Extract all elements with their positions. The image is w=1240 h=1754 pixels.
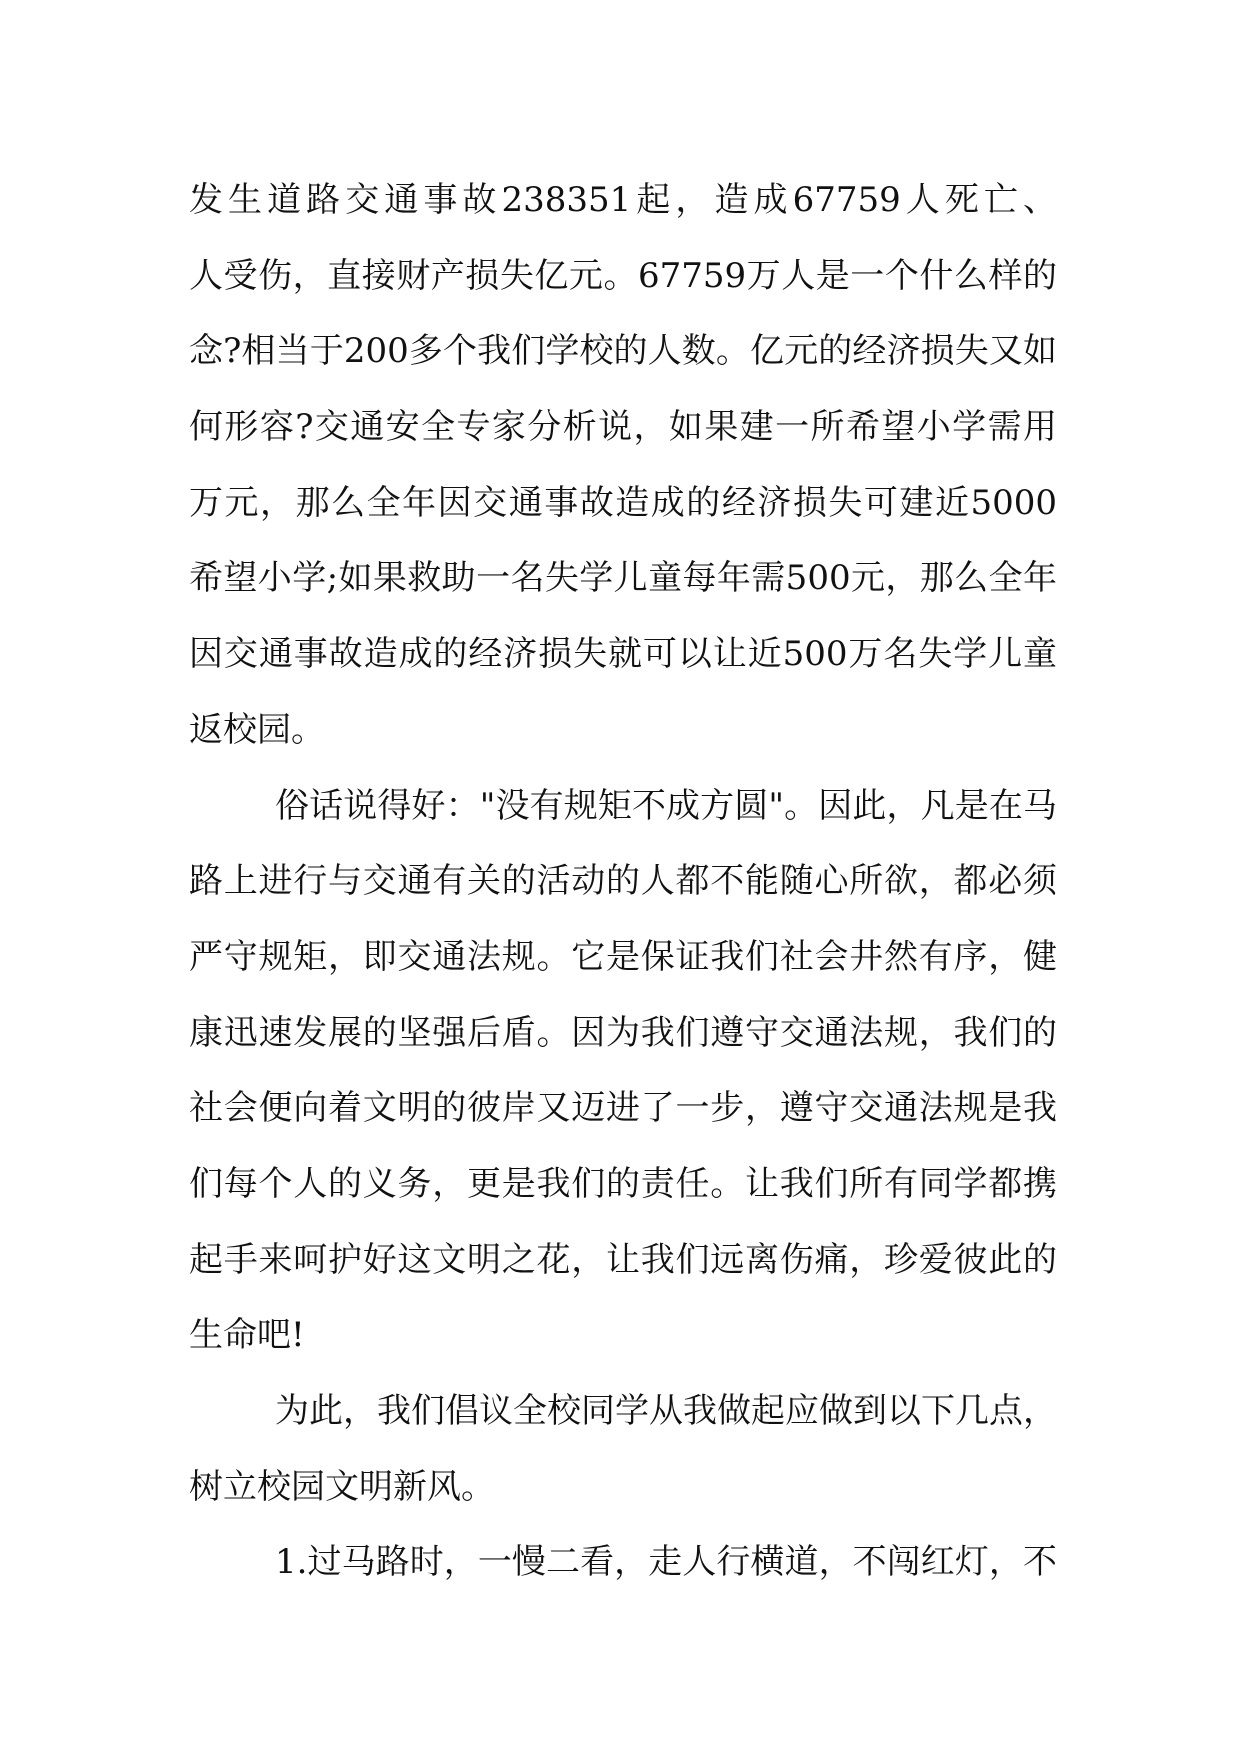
- paragraph-line: 因交通事故造成的经济损失就可以让近500万名失学儿童: [189, 634, 1057, 675]
- paragraph-line: 为此，我们倡议全校同学从我做起应做到以下几点，: [275, 1391, 1057, 1431]
- paragraph-line: 发生道路交通事故238351起，造成67759人死亡、: [189, 180, 1057, 220]
- document-body: [189, 163, 1057, 1601]
- paragraph-line: 路上进行与交通有关的活动的人都不能随心所欲，都必须: [189, 861, 1057, 902]
- paragraph-line: 社会便向着文明的彼岸又迈进了一步，遵守交通法规是我: [189, 1088, 1057, 1129]
- paragraph-line: 起手来呵护好这文明之花，让我们远离伤痛，珍爱彼此的: [189, 1239, 1057, 1280]
- paragraph-line: 万元，那么全年因交通事故造成的经济损失可建近5000: [189, 482, 1057, 523]
- paragraph-line: 念?相当于200多个我们学校的人数。亿元的经济损失又如: [189, 331, 1057, 372]
- paragraph-line: 何形容?交通安全专家分析说，如果建一所希望小学需用: [189, 407, 1057, 448]
- paragraph-line: 严守规矩，即交通法规。它是保证我们社会井然有序，健: [189, 936, 1057, 977]
- paragraph-line: 康迅速发展的坚强后盾。因为我们遵守交通法规，我们的: [189, 1012, 1057, 1053]
- paragraph-line: 希望小学;如果救助一名失学儿童每年需500元，那么全年: [189, 558, 1057, 599]
- paragraph-line: 生命吧!: [189, 1315, 305, 1356]
- paragraph-line: 人受伤，直接财产损失亿元。67759万人是一个什么样的: [189, 255, 1057, 296]
- paragraph-line: 返校园。: [189, 709, 325, 750]
- paragraph-line: 1.过马路时，一慢二看，走人行横道，不闯红灯，不: [275, 1542, 1057, 1583]
- paragraph-line: 树立校园文明新风。: [189, 1466, 495, 1507]
- paragraph-line: 们每个人的义务，更是我们的责任。让我们所有同学都携: [189, 1163, 1057, 1204]
- paragraph-line: 俗话说得好："没有规矩不成方圆"。因此，凡是在马: [275, 785, 1057, 826]
